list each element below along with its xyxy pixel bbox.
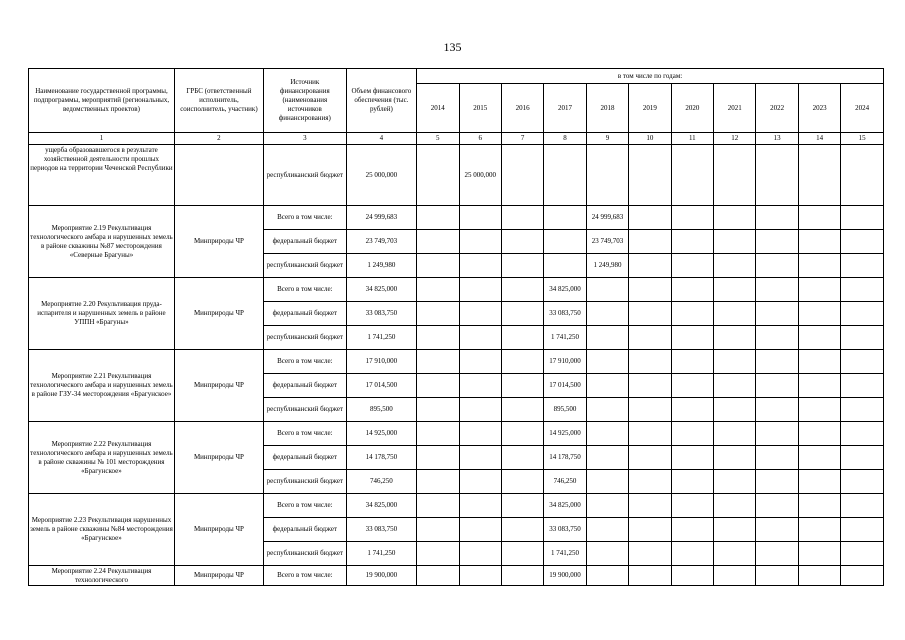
table-row xyxy=(29,422,884,446)
year-cell xyxy=(841,518,884,542)
source-cell: республиканский бюджет xyxy=(263,542,346,566)
year-cell: 33 083,750 xyxy=(544,518,586,542)
year-cell xyxy=(417,542,459,566)
header-year-2024: 2024 xyxy=(841,84,884,133)
year-cell xyxy=(671,494,713,518)
year-cell xyxy=(671,326,713,350)
year-cell xyxy=(459,254,501,278)
year-cell xyxy=(841,278,884,302)
year-cell xyxy=(501,350,543,374)
source-cell: федеральный бюджет xyxy=(263,374,346,398)
year-cell xyxy=(756,145,798,206)
year-cell: 14 925,000 xyxy=(544,422,586,446)
volume-cell: 24 999,683 xyxy=(346,206,416,230)
year-cell xyxy=(798,206,840,230)
year-cell: 746,250 xyxy=(544,470,586,494)
year-cell xyxy=(417,206,459,230)
column-number-5: 5 xyxy=(417,133,459,145)
volume-cell: 23 749,703 xyxy=(346,230,416,254)
year-cell xyxy=(417,254,459,278)
year-cell xyxy=(841,446,884,470)
year-cell xyxy=(714,302,756,326)
table-row xyxy=(29,206,884,230)
year-cell xyxy=(841,494,884,518)
year-cell xyxy=(756,302,798,326)
header-year-2017: 2017 xyxy=(544,84,586,133)
year-cell xyxy=(798,470,840,494)
volume-cell: 895,500 xyxy=(346,398,416,422)
column-number-4: 4 xyxy=(346,133,416,145)
header-name: Наименование государственной программы, подпрограммы, мероприятий (региональных, ведомственных проектов) xyxy=(29,69,175,133)
year-cell xyxy=(629,326,671,350)
column-number-8: 8 xyxy=(544,133,586,145)
volume-cell: 1 741,250 xyxy=(346,326,416,350)
volume-cell: 33 083,750 xyxy=(346,518,416,542)
year-cell xyxy=(501,326,543,350)
year-cell xyxy=(544,254,586,278)
year-cell xyxy=(417,518,459,542)
year-cell: 34 825,000 xyxy=(544,494,586,518)
source-cell: Всего в том числе: xyxy=(263,206,346,230)
source-cell: Всего в том числе: xyxy=(263,566,346,586)
year-cell xyxy=(841,470,884,494)
year-cell xyxy=(501,206,543,230)
year-cell xyxy=(501,494,543,518)
year-cell xyxy=(501,302,543,326)
year-cell xyxy=(629,566,671,586)
year-cell xyxy=(671,470,713,494)
column-number-14: 14 xyxy=(798,133,840,145)
year-cell xyxy=(501,230,543,254)
table-row xyxy=(29,278,884,302)
year-cell xyxy=(714,254,756,278)
year-cell xyxy=(756,374,798,398)
year-cell xyxy=(798,446,840,470)
year-cell xyxy=(756,566,798,586)
year-cell xyxy=(756,494,798,518)
table-row xyxy=(29,145,884,206)
source-cell: республиканский бюджет xyxy=(263,398,346,422)
year-cell xyxy=(798,254,840,278)
year-cell xyxy=(714,230,756,254)
year-cell xyxy=(714,278,756,302)
year-cell: 17 910,000 xyxy=(544,350,586,374)
year-cell xyxy=(459,302,501,326)
source-cell: республиканский бюджет xyxy=(263,254,346,278)
year-cell xyxy=(841,350,884,374)
year-cell xyxy=(586,494,628,518)
year-cell xyxy=(501,566,543,586)
column-number-9: 9 xyxy=(586,133,628,145)
year-cell xyxy=(501,470,543,494)
year-cell xyxy=(714,494,756,518)
year-cell xyxy=(756,422,798,446)
year-cell xyxy=(417,398,459,422)
year-cell xyxy=(544,206,586,230)
header-year-2016: 2016 xyxy=(501,84,543,133)
year-cell xyxy=(459,374,501,398)
year-cell: 25 000,000 xyxy=(459,145,501,206)
year-cell xyxy=(671,350,713,374)
grbs-cell: Минприроды ЧР xyxy=(174,422,263,494)
year-cell xyxy=(417,422,459,446)
year-cell xyxy=(459,422,501,446)
year-cell xyxy=(417,350,459,374)
year-cell xyxy=(798,398,840,422)
column-number-1: 1 xyxy=(29,133,175,145)
year-cell xyxy=(714,518,756,542)
year-cell xyxy=(841,302,884,326)
year-cell xyxy=(798,302,840,326)
volume-cell: 33 083,750 xyxy=(346,302,416,326)
year-cell xyxy=(417,145,459,206)
year-cell xyxy=(756,206,798,230)
header-source: Источник финансирования (наименования источников финансирования) xyxy=(263,69,346,133)
year-cell xyxy=(841,542,884,566)
column-number-7: 7 xyxy=(501,133,543,145)
volume-cell: 34 825,000 xyxy=(346,278,416,302)
header-volume: Объем финансового обеспечения (тыс. рублей) xyxy=(346,69,416,133)
year-cell xyxy=(714,206,756,230)
source-cell: Всего в том числе: xyxy=(263,278,346,302)
year-cell xyxy=(629,145,671,206)
year-cell xyxy=(756,278,798,302)
year-cell xyxy=(671,254,713,278)
year-cell xyxy=(671,145,713,206)
measure-name: Мероприятие 2.24 Рекультивация технологического xyxy=(29,566,175,586)
source-cell: Всего в том числе: xyxy=(263,422,346,446)
year-cell xyxy=(459,206,501,230)
year-cell xyxy=(798,350,840,374)
column-number-15: 15 xyxy=(841,133,884,145)
year-cell xyxy=(841,230,884,254)
year-cell xyxy=(459,230,501,254)
header-year-2014: 2014 xyxy=(417,84,459,133)
measure-name: Мероприятие 2.23 Рекультивация нарушенных земель в районе скважины №84 месторождения «Брагунское» xyxy=(29,494,175,566)
year-cell xyxy=(586,145,628,206)
year-cell xyxy=(671,542,713,566)
year-cell xyxy=(714,326,756,350)
year-cell xyxy=(501,398,543,422)
volume-cell: 1 249,980 xyxy=(346,254,416,278)
column-number-13: 13 xyxy=(756,133,798,145)
year-cell xyxy=(459,542,501,566)
year-cell xyxy=(586,518,628,542)
grbs-cell xyxy=(174,145,263,206)
year-cell xyxy=(629,518,671,542)
year-cell xyxy=(714,470,756,494)
year-cell xyxy=(841,145,884,206)
header-year-2018: 2018 xyxy=(586,84,628,133)
year-cell xyxy=(798,494,840,518)
column-number-12: 12 xyxy=(714,133,756,145)
year-cell xyxy=(841,206,884,230)
year-cell xyxy=(586,326,628,350)
year-cell xyxy=(629,254,671,278)
table-row xyxy=(29,350,884,374)
year-cell: 14 178,750 xyxy=(544,446,586,470)
year-cell xyxy=(841,254,884,278)
year-cell xyxy=(459,470,501,494)
grbs-cell: Минприроды ЧР xyxy=(174,206,263,278)
year-cell xyxy=(501,278,543,302)
year-cell xyxy=(459,350,501,374)
year-cell xyxy=(671,518,713,542)
column-number-6: 6 xyxy=(459,133,501,145)
volume-cell: 14 178,750 xyxy=(346,446,416,470)
year-cell xyxy=(417,374,459,398)
header-years-group: в том числе по годам: xyxy=(417,69,884,84)
year-cell xyxy=(798,518,840,542)
year-cell xyxy=(714,145,756,206)
grbs-cell: Минприроды ЧР xyxy=(174,566,263,586)
source-cell: федеральный бюджет xyxy=(263,230,346,254)
year-cell xyxy=(629,494,671,518)
source-cell: Всего в том числе: xyxy=(263,350,346,374)
year-cell xyxy=(544,230,586,254)
year-cell xyxy=(501,542,543,566)
year-cell xyxy=(671,278,713,302)
year-cell xyxy=(417,230,459,254)
year-cell xyxy=(629,446,671,470)
volume-cell: 19 900,000 xyxy=(346,566,416,586)
volume-cell: 25 000,000 xyxy=(346,145,416,206)
volume-cell: 1 741,250 xyxy=(346,542,416,566)
year-cell xyxy=(671,230,713,254)
year-cell xyxy=(586,350,628,374)
year-cell xyxy=(714,350,756,374)
year-cell xyxy=(671,446,713,470)
measure-name-continued: ущерба образовавшегося в результате хозяйственной деятельности прошлых периодов на территории Чеченской Республики xyxy=(29,145,175,206)
volume-cell: 746,250 xyxy=(346,470,416,494)
year-cell xyxy=(629,398,671,422)
year-cell xyxy=(756,254,798,278)
year-cell xyxy=(629,350,671,374)
header-year-2021: 2021 xyxy=(714,84,756,133)
year-cell xyxy=(459,566,501,586)
column-number-10: 10 xyxy=(629,133,671,145)
year-cell xyxy=(756,326,798,350)
budget-table xyxy=(28,68,884,586)
year-cell xyxy=(586,470,628,494)
measure-name: Мероприятие 2.21 Рекультивация технологического амбара и нарушенных земель в районе ГЗУ-34 месторождения «Брагунское» xyxy=(29,350,175,422)
year-cell xyxy=(798,278,840,302)
header-year-2023: 2023 xyxy=(798,84,840,133)
year-cell xyxy=(459,398,501,422)
source-cell: республиканский бюджет xyxy=(263,145,346,206)
year-cell xyxy=(671,566,713,586)
year-cell: 1 249,980 xyxy=(586,254,628,278)
year-cell: 33 083,750 xyxy=(544,302,586,326)
year-cell: 895,500 xyxy=(544,398,586,422)
year-cell xyxy=(501,254,543,278)
column-number-2: 2 xyxy=(174,133,263,145)
year-cell xyxy=(459,278,501,302)
source-cell: Всего в том числе: xyxy=(263,494,346,518)
header-year-2022: 2022 xyxy=(756,84,798,133)
year-cell xyxy=(629,230,671,254)
year-cell xyxy=(629,374,671,398)
year-cell xyxy=(841,566,884,586)
measure-name: Мероприятие 2.19 Рекультивация технологического амбара и нарушенных земель в районе скважины №87 месторождения «Северные Брагуны» xyxy=(29,206,175,278)
grbs-cell: Минприроды ЧР xyxy=(174,278,263,350)
year-cell xyxy=(714,446,756,470)
year-cell xyxy=(501,446,543,470)
year-cell xyxy=(586,566,628,586)
volume-cell: 14 925,000 xyxy=(346,422,416,446)
year-cell xyxy=(756,446,798,470)
year-cell xyxy=(671,302,713,326)
volume-cell: 17 910,000 xyxy=(346,350,416,374)
year-cell xyxy=(417,446,459,470)
year-cell xyxy=(586,542,628,566)
year-cell xyxy=(544,145,586,206)
year-cell xyxy=(714,374,756,398)
table-row xyxy=(29,494,884,518)
year-cell xyxy=(629,278,671,302)
source-cell: республиканский бюджет xyxy=(263,326,346,350)
year-cell xyxy=(756,470,798,494)
year-cell xyxy=(501,374,543,398)
year-cell xyxy=(714,422,756,446)
grbs-cell: Минприроды ЧР xyxy=(174,494,263,566)
volume-cell: 17 014,500 xyxy=(346,374,416,398)
year-cell xyxy=(459,494,501,518)
year-cell xyxy=(671,398,713,422)
year-cell xyxy=(586,374,628,398)
year-cell xyxy=(629,302,671,326)
year-cell xyxy=(417,326,459,350)
year-cell xyxy=(756,230,798,254)
year-cell xyxy=(756,518,798,542)
year-cell xyxy=(798,566,840,586)
year-cell xyxy=(501,422,543,446)
year-cell xyxy=(841,422,884,446)
year-cell xyxy=(798,145,840,206)
year-cell: 34 825,000 xyxy=(544,278,586,302)
year-cell: 17 014,500 xyxy=(544,374,586,398)
column-number-11: 11 xyxy=(671,133,713,145)
year-cell xyxy=(671,422,713,446)
year-cell xyxy=(671,374,713,398)
measure-name: Мероприятие 2.20 Рекультивация пруда-испарителя и нарушенных земель в районе УППН «Брагуны» xyxy=(29,278,175,350)
year-cell xyxy=(417,494,459,518)
year-cell xyxy=(629,422,671,446)
year-cell xyxy=(714,398,756,422)
year-cell xyxy=(798,374,840,398)
year-cell xyxy=(629,542,671,566)
year-cell xyxy=(459,326,501,350)
year-cell: 23 749,703 xyxy=(586,230,628,254)
year-cell: 1 741,250 xyxy=(544,326,586,350)
year-cell xyxy=(714,566,756,586)
measure-name: Мероприятие 2.22 Рекультивация технологического амбара и нарушенных земель в районе скважины № 101 месторождения «Брагунское» xyxy=(29,422,175,494)
year-cell xyxy=(501,145,543,206)
year-cell xyxy=(417,302,459,326)
source-cell: республиканский бюджет xyxy=(263,470,346,494)
year-cell xyxy=(798,422,840,446)
year-cell xyxy=(586,446,628,470)
year-cell xyxy=(841,398,884,422)
year-cell xyxy=(417,470,459,494)
grbs-cell: Минприроды ЧР xyxy=(174,350,263,422)
year-cell xyxy=(714,542,756,566)
year-cell xyxy=(586,302,628,326)
year-cell: 1 741,250 xyxy=(544,542,586,566)
year-cell xyxy=(798,542,840,566)
year-cell xyxy=(629,470,671,494)
year-cell xyxy=(841,326,884,350)
year-cell xyxy=(417,278,459,302)
year-cell xyxy=(756,350,798,374)
source-cell: федеральный бюджет xyxy=(263,302,346,326)
year-cell xyxy=(586,422,628,446)
year-cell xyxy=(756,542,798,566)
volume-cell: 34 825,000 xyxy=(346,494,416,518)
page-number: 135 xyxy=(443,40,462,54)
header-year-2020: 2020 xyxy=(671,84,713,133)
year-cell xyxy=(501,518,543,542)
year-cell: 24 999,683 xyxy=(586,206,628,230)
table-row xyxy=(29,566,884,586)
year-cell xyxy=(671,206,713,230)
year-cell xyxy=(841,374,884,398)
header-year-2015: 2015 xyxy=(459,84,501,133)
column-number-3: 3 xyxy=(263,133,346,145)
year-cell xyxy=(586,278,628,302)
year-cell: 19 900,000 xyxy=(544,566,586,586)
year-cell xyxy=(798,326,840,350)
year-cell xyxy=(417,566,459,586)
year-cell xyxy=(586,398,628,422)
year-cell xyxy=(459,518,501,542)
source-cell: федеральный бюджет xyxy=(263,446,346,470)
header-grbs: ГРБС (ответственный исполнитель, соисполнитель, участник) xyxy=(174,69,263,133)
year-cell xyxy=(756,398,798,422)
header-year-2019: 2019 xyxy=(629,84,671,133)
year-cell xyxy=(629,206,671,230)
source-cell: федеральный бюджет xyxy=(263,518,346,542)
year-cell xyxy=(459,446,501,470)
year-cell xyxy=(798,230,840,254)
